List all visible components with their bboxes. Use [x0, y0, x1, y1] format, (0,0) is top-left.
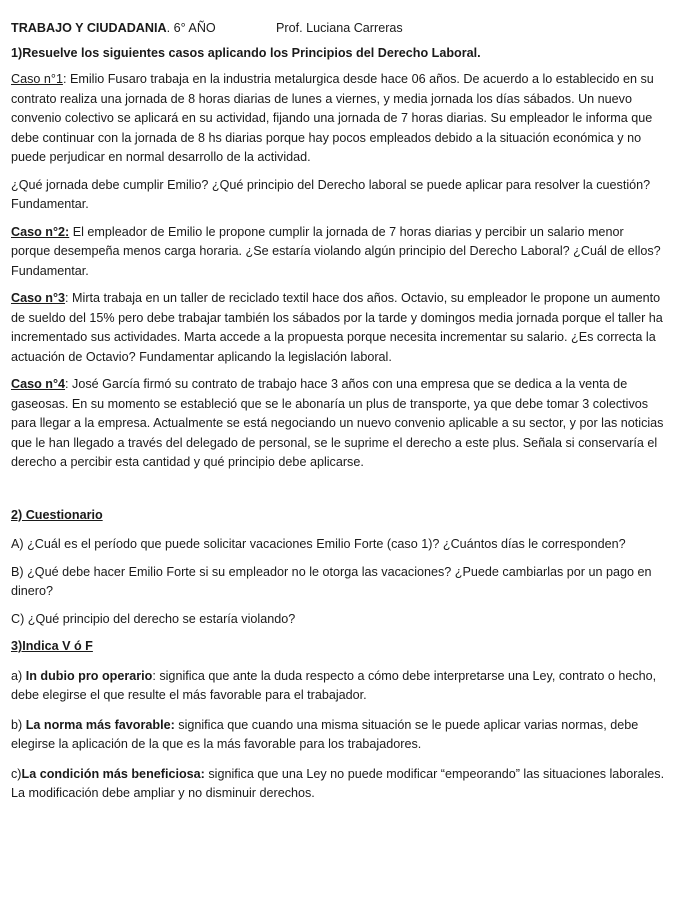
case-4-label: Caso n°4 — [11, 377, 66, 391]
section-3-title: 3)Indica V ó F — [11, 639, 93, 653]
statement-a-prefix: a) — [11, 668, 26, 683]
section-1-title: 1)Resuelve los siguientes casos aplicando los Principios del Derecho Laboral. — [11, 46, 481, 60]
case-2 — [11, 223, 665, 282]
question-b: B) ¿Qué debe hacer Emilio Forte si su empleador no le otorga las vacaciones? ¿Puede cambiarlas por un pago en dinero? — [11, 564, 652, 598]
statement-b — [11, 716, 665, 755]
statement-a — [11, 667, 665, 706]
question-c: C) ¿Qué principio del derecho se estaría violando? — [11, 611, 296, 626]
statement-b-term: La norma más favorable: — [25, 717, 175, 732]
statement-c — [11, 765, 665, 804]
case-1-label: Caso n°1 — [11, 72, 63, 86]
case-1-text: : Emilio Fusaro trabaja en la industria metalurgica desde hace 06 años. De acuerdo a lo establecido en su contrato realiza una jornada de 8 horas diarias de lunes a viernes, y media jornada los días sábados. Un nuevo convenio colectivo se aplicará en su actividad, fijando una jornada de 7 horas diarias. Su empleador le informa que debe continuar con la jornada de 8 hs diarias porque hay pocos empleados debido a la situación económica y no puede perjudicar en normal desarrollo de la actividad. — [11, 72, 654, 164]
grade-label: . 6° AÑO — [166, 21, 216, 35]
case-4-text: : José García firmó su contrato de trabajo hace 3 años con una empresa que se dedica a la venta de gaseosas. En su momento se estableció que se le abonaría un plus de transporte, ya que debe tomar 3 colectivos para llegar a la empresa. Actualmente se está negociando un nuevo convenio aplicable a su sector, y por las noticias que le han llegado a través del delegado de personal, se le suprime el derecho a este plus. Señala si conservaría el derecho a percibir esta cantidad y qué principio debe aplicarse. — [11, 377, 664, 469]
case-3-label: Caso n°3 — [11, 291, 66, 305]
case-3 — [11, 289, 665, 367]
subject-title: TRABAJO Y CIUDADANIA — [11, 21, 167, 35]
statement-c-text: significa que una Ley no puede modificar “empeorando” las situaciones laborales. La modificación debe ampliar y no disminuir derechos. — [11, 766, 665, 800]
question-a: A) ¿Cuál es el período que puede solicitar vacaciones Emilio Forte (caso 1)? ¿Cuántos días le corresponden? — [11, 537, 626, 551]
statement-c-term: La condición más beneficiosa: — [21, 766, 205, 781]
statement-b-text: significa que cuando una misma situación se le puede aplicar varias normas, debe elegirse la aplicación de la que es la más favorable para los trabajadores. — [11, 717, 639, 751]
case-2-text: El empleador de Emilio le propone cumplir la jornada de 7 horas diarias y percibir un salario menor porque desempeña menos carga horaria. ¿Se estaría violando algún principio del Derecho Laboral? ¿Cuál de ellos? Fundamentar. — [11, 224, 661, 278]
statement-a-term: In dubio pro operario — [25, 668, 153, 683]
statement-a-text: : significa que ante la duda respecto a cómo debe interpretarse una Ley, contrato o hecho, debe elegirse el que resulte el más favorable para el trabajador. — [11, 668, 657, 702]
section-2-title: 2) Cuestionario — [11, 507, 103, 522]
case-2-label: Caso n°2: — [11, 224, 70, 239]
case-3-text: : Mirta trabaja en un taller de reciclado textil hace dos años. Octavio, su empleador le propone un aumento de sueldo del 15% pero debe trabajar también los sábados por la tarde y domingos media jornada porque el taller ha incrementado sus actividades. Marta accede a la propuesta porque necesita incrementar su salario. ¿Es correcta la actuación de Octavio? Fundamentar aplicando la legislación laboral. — [11, 291, 663, 364]
worksheet-header — [11, 18, 665, 38]
case-1 — [11, 70, 665, 168]
teacher-name: Prof. Luciana Carreras — [276, 21, 403, 35]
statement-c-prefix: c) — [11, 766, 22, 781]
case-1-questions: ¿Qué jornada debe cumplir Emilio? ¿Qué principio del Derecho laboral se puede aplicar para resolver la cuestión? Fundamentar. — [11, 177, 651, 211]
statement-b-prefix: b) — [11, 717, 26, 732]
case-4 — [11, 375, 665, 473]
